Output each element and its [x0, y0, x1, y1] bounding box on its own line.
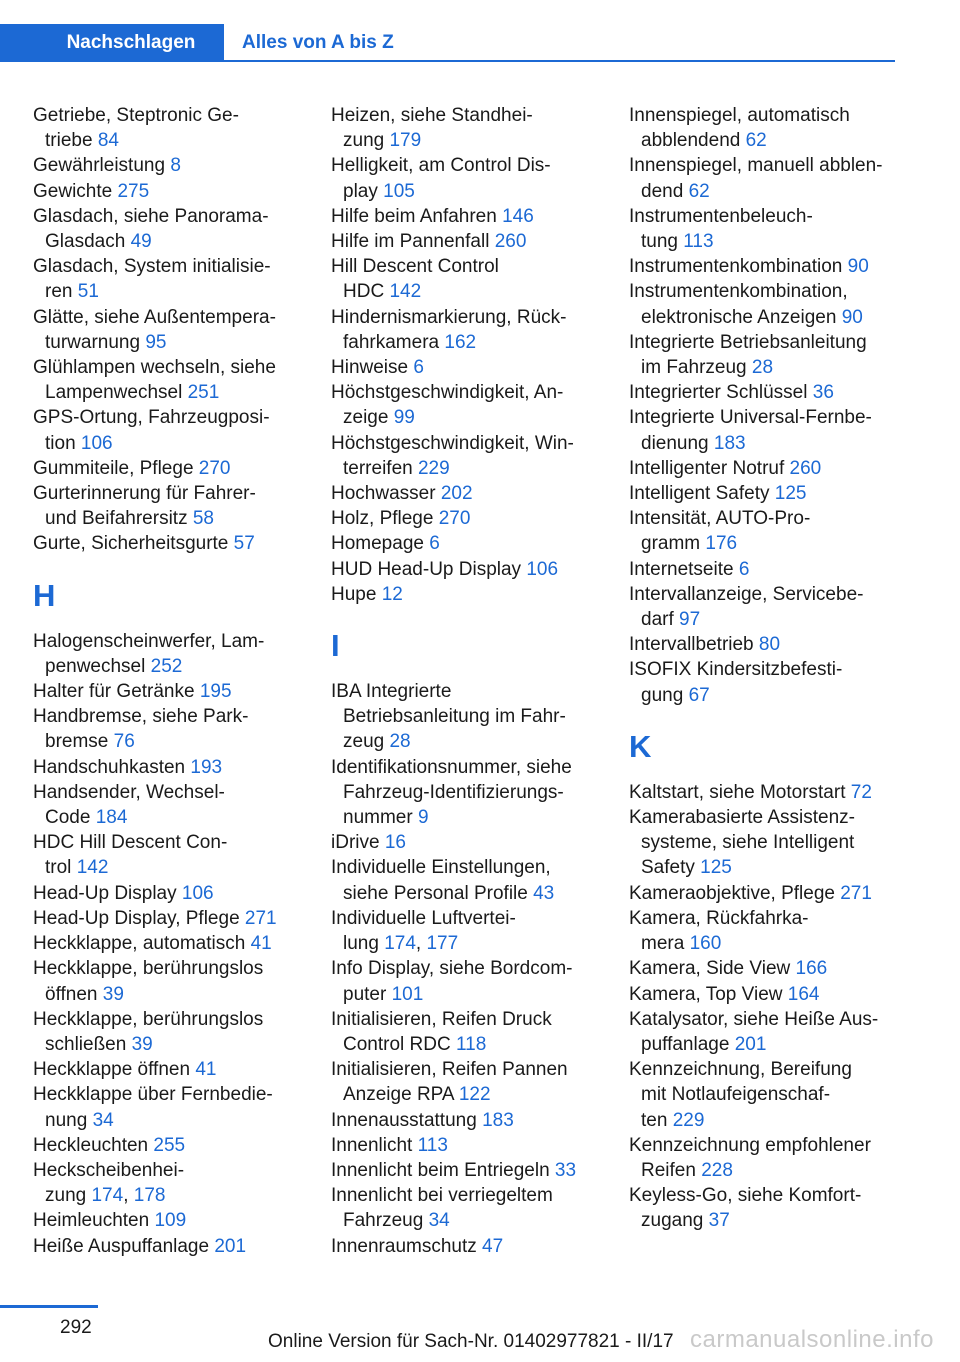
index-entry: Gewährleistung 8	[33, 155, 181, 177]
index-entry: Handbremse, siehe Park- bremse 76	[33, 706, 249, 753]
index-entry: Heckklappe über Fernbedie- nung 34	[33, 1084, 273, 1131]
page-reference-link[interactable]: 28	[751, 357, 774, 379]
index-entry: Kamera, Top View 164	[629, 983, 820, 1005]
index-entry: Katalysator, siehe Heiße Aus- puffanlage 201	[629, 1008, 879, 1055]
index-entry: Glasdach, siehe Panorama- Glasdach 49	[33, 205, 269, 253]
index-entry: ISOFIX Kindersitzbefesti- gung 67	[629, 659, 843, 706]
index-entry: Instrumentenbeleuch- tung 113	[629, 205, 813, 253]
page-reference-link[interactable]: 201	[214, 1235, 247, 1257]
page-reference-link[interactable]: 16	[384, 832, 406, 854]
page-reference-link[interactable]: 270	[198, 457, 231, 479]
page-reference-link[interactable]: 43	[533, 882, 555, 904]
index-entry: Individuelle Einstellungen, siehe Personal Profile 43	[331, 857, 555, 904]
page-reference-link[interactable]: 122	[458, 1084, 491, 1106]
page-reference-link[interactable]: 33	[554, 1159, 577, 1181]
page-reference-link[interactable]: 183	[482, 1109, 514, 1131]
index-entry: Intelligent Safety 125	[629, 483, 807, 505]
index-entry: Integrierter Schlüssel 36	[629, 382, 834, 404]
page-reference-link[interactable]: 99	[393, 407, 415, 429]
page-reference-link[interactable]: 9	[417, 807, 429, 829]
index-entry: Hinweise 6	[331, 357, 424, 379]
footer-divider	[0, 1305, 98, 1308]
index-entry: HDC Hill Descent Con- trol 142	[33, 832, 228, 879]
page-reference-link[interactable]: 39	[102, 983, 124, 1005]
page-reference-link[interactable]: 275	[117, 180, 150, 202]
index-entry: Identifikationsnummer, siehe Fahrzeug-Identifizierungs- nummer 9	[331, 756, 572, 829]
index-entry: Innenlicht bei verriegeltem Fahrzeug 34	[331, 1185, 553, 1232]
index-entry: Glätte, siehe Außentempera- turwarnung 95	[33, 306, 276, 353]
index-entry: Initialisieren, Reifen Pannen Anzeige RPA 122	[331, 1059, 568, 1106]
index-entry: Hupe 12	[331, 583, 403, 605]
page-reference-link[interactable]: 251	[187, 382, 220, 404]
index-entry: Heckklappe, berührungslos schließen 39	[33, 1008, 264, 1055]
index-entry: Innenausstattung 183	[331, 1109, 514, 1131]
page-reference-link[interactable]: 184	[95, 807, 128, 829]
index-entry: Halter für Getränke 195	[33, 681, 232, 703]
page-reference-link[interactable]: 67	[688, 684, 710, 706]
page-reference-link[interactable]: 229	[417, 457, 450, 479]
page-reference-link[interactable]: 146	[502, 205, 534, 227]
index-entry: Heckklappe öffnen 41	[33, 1059, 217, 1081]
index-entry: Glühlampen wechseln, siehe Lampenwechsel 251	[33, 357, 276, 404]
index-letter-heading: K	[629, 728, 652, 764]
page-reference-link[interactable]: 72	[850, 781, 872, 803]
index-entry: iDrive 16	[331, 832, 406, 854]
index-entry: Intensität, AUTO-Pro- gramm 176	[629, 508, 811, 555]
page-reference-link[interactable]: 36	[812, 382, 834, 404]
index-entry: Hilfe im Pannenfall 260	[331, 231, 527, 253]
page-reference-link[interactable]: 62	[745, 130, 767, 152]
page-reference-link[interactable]: 41	[195, 1059, 217, 1081]
page-reference-link[interactable]: 201	[734, 1033, 767, 1055]
index-entry: Helligkeit, am Control Dis- play 105	[331, 155, 551, 202]
page-reference-link[interactable]: 97	[679, 609, 701, 631]
page-reference-link[interactable]: 164	[787, 983, 820, 1005]
index-entry: Integrierte Betriebsanleitung im Fahrzeug 28	[629, 331, 867, 379]
index-entry: Integrierte Universal-Fernbe- dienung 183	[629, 407, 872, 454]
index-entry: Innenlicht 113	[331, 1134, 448, 1156]
index-column-1	[33, 103, 308, 1259]
index-entry: Hochwasser 202	[331, 483, 473, 505]
index-entry: Kameraobjektive, Pflege 271	[629, 882, 872, 904]
index-entry: Getriebe, Steptronic Ge- triebe 84	[33, 105, 239, 152]
index-entry: Holz, Pflege 270	[331, 508, 471, 530]
index-entry: Gewichte 275	[33, 180, 150, 202]
index-entry: Handsender, Wechsel- Code 184	[33, 781, 225, 829]
page-reference-link[interactable]: 62	[688, 180, 710, 202]
page-reference-link[interactable]: 174	[91, 1185, 124, 1207]
page-reference-link[interactable]: 125	[774, 483, 807, 505]
index-entry: Hill Descent Control HDC 142	[331, 256, 499, 303]
index-entry: Innenspiegel, manuell abblen- dend 62	[629, 155, 883, 202]
page-reference-link[interactable]: 6	[429, 533, 440, 555]
page-reference-link[interactable]: 58	[192, 508, 214, 530]
index-entry: Instrumentenkombination, elektronische Anzeigen 90	[629, 281, 863, 328]
page-reference-link[interactable]: 271	[840, 882, 872, 904]
page-reference-link[interactable]: 8	[170, 155, 181, 177]
page-reference-link[interactable]: 109	[154, 1210, 187, 1232]
index-entry: Hilfe beim Anfahren 146	[331, 205, 534, 227]
page-reference-link[interactable]: 101	[391, 983, 424, 1005]
page-reference-link[interactable]: 76	[113, 731, 135, 753]
page-reference-link[interactable]: 34	[92, 1109, 114, 1131]
page-reference-link[interactable]: 106	[526, 558, 559, 580]
page-reference-link[interactable]: 255	[153, 1134, 186, 1156]
index-entry: Gummiteile, Pflege 270	[33, 457, 231, 479]
index-entry: Info Display, siehe Bordcom- puter 101	[331, 958, 573, 1005]
page-reference-link[interactable]: 178	[133, 1185, 166, 1207]
index-entry: Head-Up Display 106	[33, 882, 214, 904]
page-reference-link[interactable]: 113	[683, 231, 714, 253]
page-reference-link[interactable]: 41	[250, 933, 272, 955]
page-reference-link[interactable]: 125	[700, 857, 732, 879]
page-reference-link[interactable]: 12	[381, 583, 403, 605]
page-reference-link[interactable]: 195	[199, 681, 232, 703]
index-entry: Intervallbetrieb 80	[629, 634, 781, 656]
index-entry: Glasdach, System initialisie- ren 51	[33, 256, 271, 303]
index-entry: Head-Up Display, Pflege 271	[33, 907, 277, 929]
index-entry: IBA Integrierte Betriebsanleitung im Fahr- zeug 28	[331, 681, 566, 753]
header-tabbar	[0, 24, 895, 62]
page-reference-link[interactable]: 51	[77, 281, 99, 303]
index-entry: Innenlicht beim Entriegeln 33	[331, 1159, 577, 1181]
page-reference-link[interactable]: 252	[150, 655, 183, 677]
index-entry: Kennzeichnung, Bereifung mit Notlaufeigenschaf- ten 229	[629, 1059, 852, 1131]
page-reference-link[interactable]: 142	[389, 281, 422, 303]
index-entry: Heckklappe, automatisch 41	[33, 933, 272, 955]
index-entry: Handschuhkasten 193	[33, 756, 223, 778]
index-entry: HUD Head-Up Display 106	[331, 558, 559, 580]
page-reference-link[interactable]: 84	[97, 130, 119, 152]
index-entry: Gurte, Sicherheitsgurte 57	[33, 533, 255, 555]
page-number: 292	[60, 1317, 92, 1338]
page-reference-link[interactable]: 193	[190, 756, 223, 778]
index-entry: Heizen, siehe Standhei- zung 179	[331, 105, 533, 152]
index-entry: Höchstgeschwindigkeit, Win- terreifen 229	[331, 432, 574, 479]
index-entry: Heimleuchten 109	[33, 1210, 187, 1232]
index-entry: Initialisieren, Reifen Druck Control RDC 118	[331, 1008, 552, 1055]
page-reference-link[interactable]: 183	[713, 432, 746, 454]
index-entry: Halogenscheinwerfer, Lam- penwechsel 252	[33, 630, 265, 677]
page-reference-link[interactable]: 142	[76, 857, 109, 879]
index-entry: Gurterinnerung für Fahrer- und Beifahrersitz 58	[33, 483, 256, 530]
index-entry: Kennzeichnung empfohlener Reifen 228	[629, 1134, 871, 1181]
online-version-note: Online Version für Sach-Nr. 01402977821 - II/17	[268, 1331, 674, 1352]
index-letter-heading: I	[331, 628, 340, 664]
index-entry: Homepage 6	[331, 533, 440, 555]
page-reference-link[interactable]: 39	[131, 1033, 153, 1055]
watermark: carmanualsonline.info	[690, 1326, 934, 1353]
page-reference-link[interactable]: 49	[130, 231, 152, 253]
index-entry: Heckleuchten 255	[33, 1134, 186, 1156]
index-entry: Innenspiegel, automatisch abblendend 62	[629, 105, 850, 152]
index-entry: Kaltstart, siehe Motorstart 72	[629, 781, 872, 803]
page-reference-link[interactable]: 202	[440, 483, 473, 505]
page-reference-link[interactable]: 90	[847, 256, 869, 278]
index-entry: Heckscheibenhei- zung 174, 178	[33, 1159, 185, 1207]
page-reference-link[interactable]: 80	[758, 634, 781, 656]
page-reference-link[interactable]: 270	[438, 508, 471, 530]
index-entry: GPS-Ortung, Fahrzeugposi- tion 106	[33, 407, 270, 454]
index-letter-heading: H	[33, 577, 56, 613]
page-reference-link[interactable]: 34	[428, 1210, 450, 1232]
page-reference-link[interactable]: 166	[795, 958, 828, 980]
index-entry: Kamera, Rückfahrka- mera 160	[629, 907, 809, 955]
page-reference-link[interactable]: 57	[233, 533, 255, 555]
page-reference-link[interactable]: 118	[455, 1033, 487, 1055]
page-reference-link[interactable]: 6	[738, 558, 750, 580]
page-reference-link[interactable]: 106	[181, 882, 214, 904]
index-entry: Innenraumschutz 47	[331, 1235, 504, 1257]
page-reference-link[interactable]: 95	[145, 331, 167, 353]
page-reference-link[interactable]: 37	[708, 1210, 730, 1232]
index-entry: Heiße Auspuffanlage 201	[33, 1235, 247, 1257]
index-entry: Kamera, Side View 166	[629, 958, 828, 980]
page-reference-link[interactable]: 229	[672, 1109, 705, 1131]
index-entry: Internetseite 6	[629, 558, 750, 580]
index-entry: Kamerabasierte Assistenz- systeme, siehe Intelligent Safety 125	[629, 807, 855, 879]
index-entry: Höchstgeschwindigkeit, An- zeige 99	[331, 382, 564, 429]
page-reference-link[interactable]: 162	[444, 331, 477, 353]
page-reference-link[interactable]: 260	[494, 231, 527, 253]
index-entry: Intervallanzeige, Servicebe- darf 97	[629, 583, 864, 631]
page-reference-link[interactable]: 106	[80, 432, 113, 454]
page-reference-link[interactable]: 160	[689, 933, 722, 955]
index-entry: Hindernismarkierung, Rück- fahrkamera 162	[331, 306, 567, 353]
tab-nachschlagen[interactable]: Nachschlagen	[0, 24, 224, 62]
page-reference-link[interactable]: 260	[789, 457, 822, 479]
index-entry: Intelligenter Notruf 260	[629, 457, 822, 479]
index-entry: Instrumentenkombination 90	[629, 256, 869, 278]
page-reference-link[interactable]: 176	[705, 533, 738, 555]
page-reference-link[interactable]: 90	[841, 306, 863, 328]
page-reference-link[interactable]: 179	[389, 130, 422, 152]
page-reference-link[interactable]: 113	[417, 1134, 448, 1156]
page-reference-link[interactable]: 228	[701, 1159, 733, 1181]
index-entry: Keyless-Go, siehe Komfort- zugang 37	[629, 1185, 862, 1232]
page-reference-link[interactable]: 271	[244, 907, 277, 929]
index-column-2	[331, 103, 606, 1259]
page-reference-link[interactable]: 28	[389, 731, 411, 753]
page-reference-link[interactable]: 105	[383, 180, 415, 202]
page-reference-link[interactable]: 174	[384, 933, 416, 955]
tab-alles-von-a-bis-z[interactable]: Alles von A bis Z	[224, 24, 895, 62]
page-reference-link[interactable]: 47	[482, 1235, 504, 1257]
index-entry: Heckklappe, berührungslos öffnen 39	[33, 958, 264, 1005]
index-entry: Individuelle Luftvertei- lung 174, 177	[331, 907, 516, 955]
index-column-3	[629, 103, 904, 1234]
page-reference-link[interactable]: 6	[413, 357, 424, 379]
page-reference-link[interactable]: 177	[426, 933, 459, 955]
